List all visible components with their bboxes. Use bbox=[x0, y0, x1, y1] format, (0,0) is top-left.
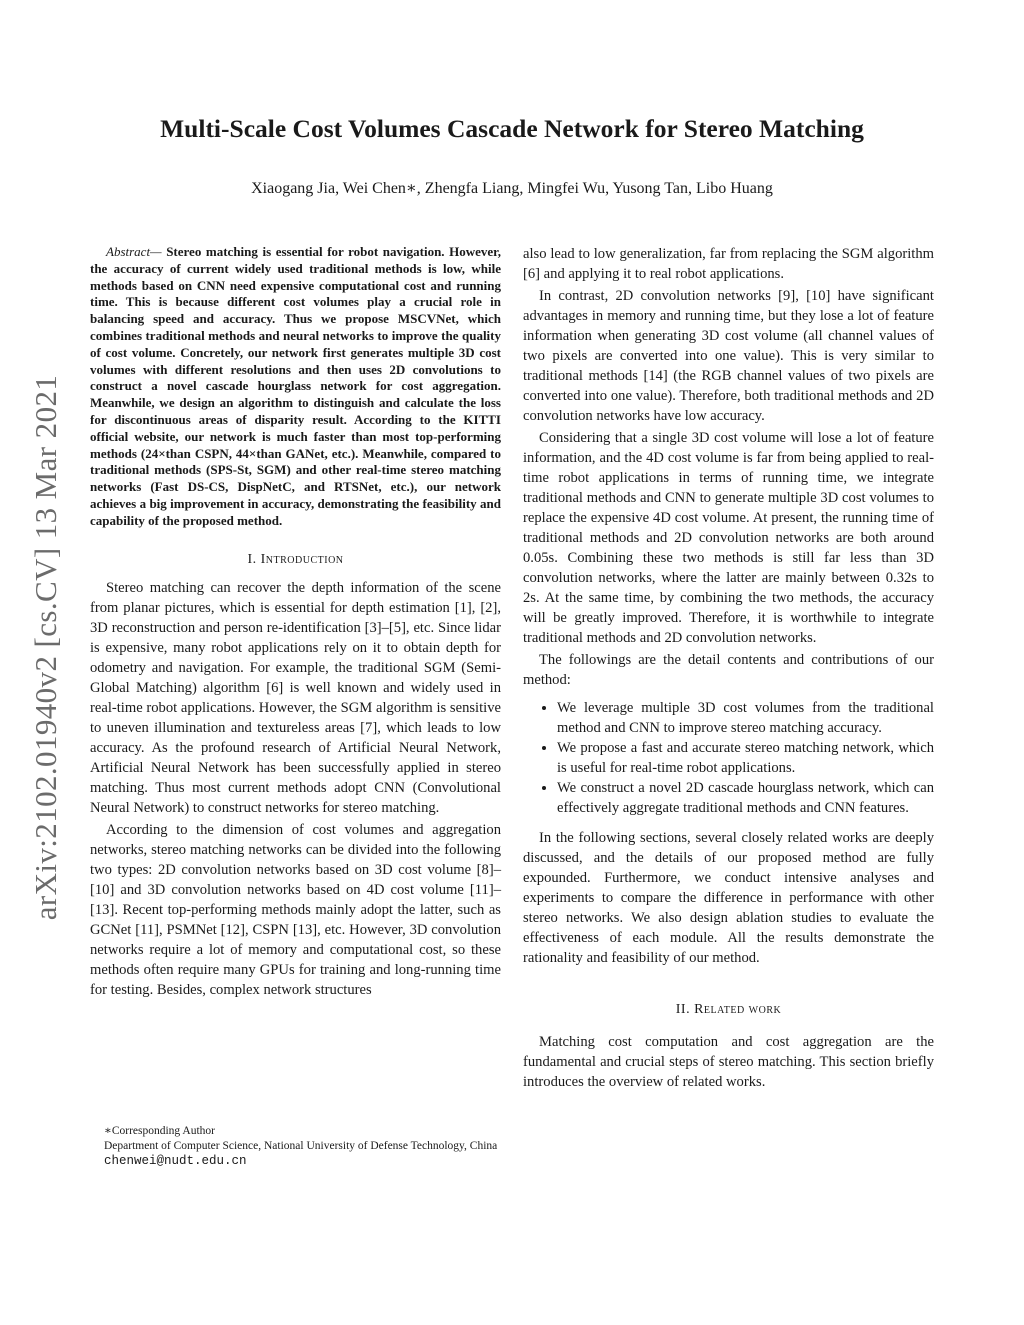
arxiv-identifier-text: arXiv:2102.01940v2 [cs.CV] 13 Mar 2021 bbox=[28, 374, 63, 921]
footnote-email: chenwei@nudt.edu.cn bbox=[104, 1154, 247, 1168]
right-paragraph-2: In contrast, 2D convolution networks [9], [10] have significant advantages in memory and running time, but they lose a lot of feature information when generating 3D cost volume (all channel values of two pixels are converted into one value). This is very similar to traditional methods [14] (the RGB channel values of two pixels are converted into one value). Therefore, both traditional methods and 2D convolution networks have low accuracy. bbox=[523, 288, 934, 424]
right-paragraph-1: also lead to low generalization, far from replacing the SGM algorithm [6] and applying it to real robot applications. bbox=[523, 246, 934, 282]
contribution-item: • We leverage multiple 3D cost volumes from the traditional method and CNN to improve stereo matching accuracy. bbox=[557, 698, 934, 738]
paper-title: Multi-Scale Cost Volumes Cascade Network for Stereo Matching bbox=[160, 114, 864, 143]
footnote-affiliation: Department of Computer Science, National University of Defense Technology, China bbox=[104, 1140, 498, 1152]
related-paragraph-1: Matching cost computation and cost aggregation are the fundamental and crucial steps of stereo matching. This section briefly introduces the overview of related works. bbox=[523, 1034, 934, 1090]
intro-paragraph-2: According to the dimension of cost volumes and aggregation networks, stereo matching networks can be divided into the following two types: 2D convolution networks based on 3D cost volume [8]–[10] and 3D convolution networks based on 4D cost volume [11]–[13]. Recent top-performing methods mainly adopt the latter, such as GCNet [11], PSMNet [12], CSPN [13], etc. However, 3D convolution networks require a lot of memory and computational cost, so these methods often require many GPUs for training and long-running time for testing. Besides, complex network structures bbox=[90, 821, 501, 998]
abstract bbox=[90, 244, 501, 530]
contribution-item: • We propose a fast and accurate stereo matching network, which is useful for real-time robot applications. bbox=[557, 738, 934, 778]
related-work-heading: II. Related work bbox=[675, 1002, 782, 1017]
right-paragraph-5: In the following sections, several closely related works are deeply discussed, and the details of our proposed method are fully expounded. Furthermore, we conduct intensive analyses and experiments to compare the difference in performance with other stereo networks. We also design ablation studies to evaluate the effectiveness of each module. All the results demonstrate the rationality and feasibility of our method. bbox=[523, 830, 934, 966]
contributions-list bbox=[523, 698, 934, 818]
footnote bbox=[90, 1124, 501, 1169]
abstract-label: Abstract— bbox=[106, 244, 162, 259]
intro-paragraph-1: Stereo matching can recover the depth information of the scene from planar pictures, which is essential for depth estimation [1], [2], 3D reconstruction and person re-identification [3]–[5], etc. Since lidar is expensive, many robot applications rely on it to obtain depth for odometry and navigation. For example, the traditional SGM (Semi-Global Matching) algorithm [6] is well known and widely used in real-time robot applications. However, the SGM algorithm is sensitive to uneven illumination and textureless areas [7], which leads to low accuracy. As the profound research of Artificial Neural Network, Artificial Neural Network has been successfully applied in stereo matching. Thus most current methods adopt CNN (Convolutional Neural Network) to construct networks for stereo matching. bbox=[90, 579, 501, 816]
contribution-item: • We construct a novel 2D cascade hourglass network, which can effectively aggregate traditional methods and CNN features. bbox=[557, 778, 934, 818]
right-paragraph-4: The followings are the detail contents and contributions of our method: bbox=[523, 652, 934, 688]
abstract-text: Stereo matching is essential for robot navigation. However, the accuracy of current widely used traditional methods is low, while methods based on CNN need expensive computational cost and running time. This is because different cost volumes play a crucial role in balancing speed and accuracy. Thus we propose MSCVNet, which combines traditional methods and neural networks to improve the quality of cost volume. Concretely, our network first generates multiple 3D cost volumes with different resolutions and then uses 2D convolutions to construct a novel cascade hourglass network for cost aggregation. Meanwhile, we design an algorithm to distinguish and calculate the loss for discontinuous areas of disparity result. According to the KITTI official website, our network is much faster than most top-performing methods (24×than CSPN, 44×than GANet, etc.). Meanwhile, compared to traditional methods (SPS-St, SGM) and other real-time stereo matching networks (Fast DS-CS, DispNetC, and RTSNet, etc.), our network achieves a big improvement in accuracy, demonstrating the feasibility and capability of the proposed method. bbox=[90, 244, 501, 528]
right-column bbox=[523, 244, 934, 1092]
left-column bbox=[90, 244, 501, 1000]
right-paragraph-3: Considering that a single 3D cost volume will lose a lot of feature information, and the 4D cost volume is far from being applied to real-time robot applications in terms of running time, we integrate traditional methods and CNN to generate multiple 3D cost volumes to replace the expensive 4D cost volume. At present, the running time of traditional methods and 2D convolution networks are both around 0.05s. Combining these two methods is still far less than 3D convolution networks, where the latter are mainly between 0.32s to 2s. At the same time, by combining the two methods, the accuracy will be greatly improved. Therefore, it is worthwhile to integrate traditional methods and 2D convolution networks. bbox=[523, 430, 934, 646]
author-list: Xiaogang Jia, Wei Chen∗, Zhengfa Liang, Mingfei Wu, Yusong Tan, Libo Huang bbox=[251, 180, 773, 197]
arxiv-identifier bbox=[24, 350, 68, 945]
introduction-heading: I. Introduction bbox=[247, 551, 344, 567]
footnote-corresponding: ∗Corresponding Author bbox=[104, 1125, 215, 1137]
